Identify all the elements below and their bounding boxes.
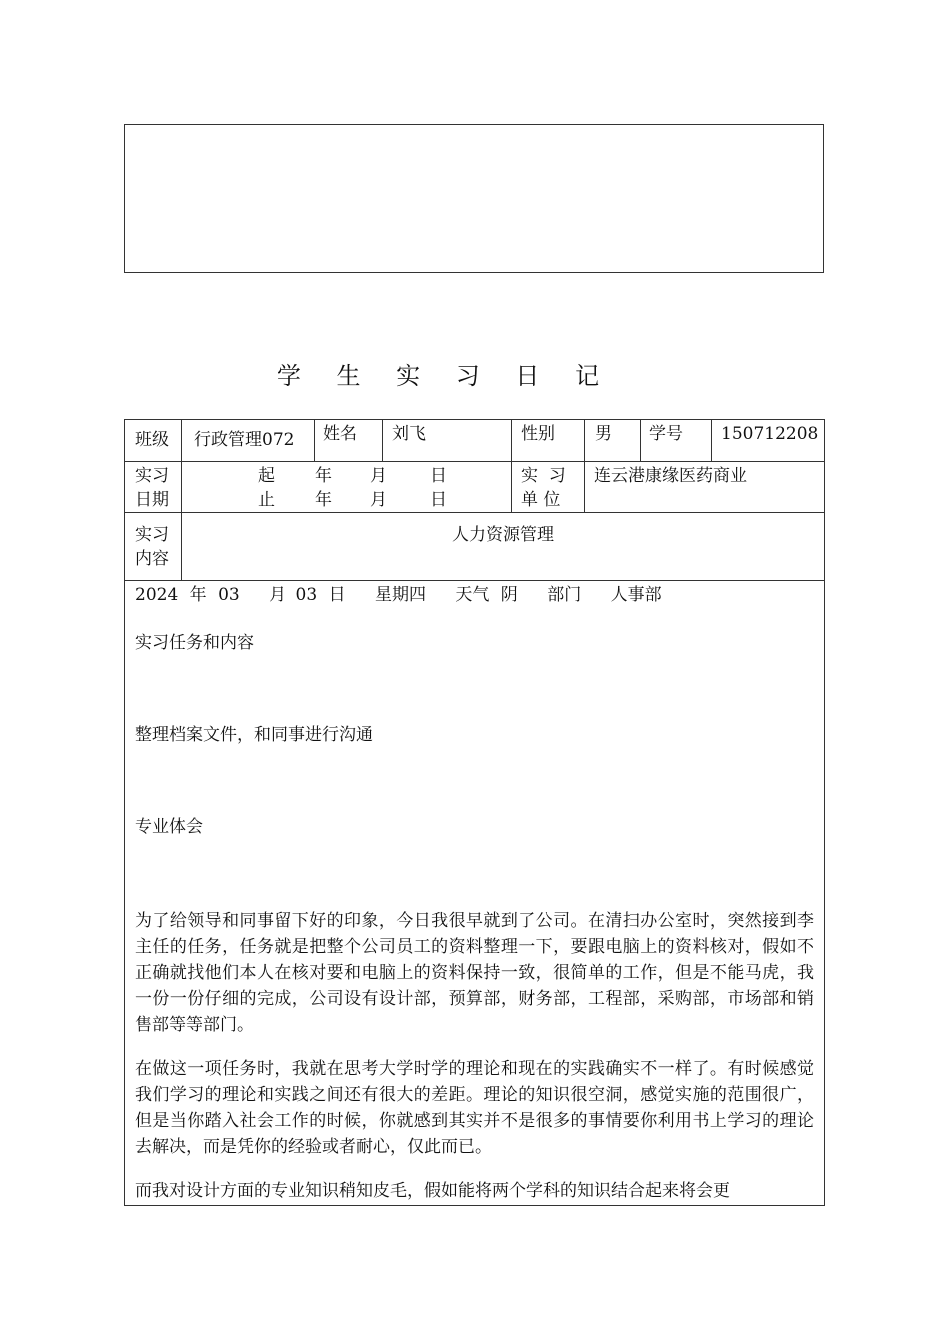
class-label: 班级 [125, 420, 182, 461]
entry-month: 03 [218, 585, 240, 605]
entry-day: 03 [295, 585, 318, 605]
unit-label-line1: 实 习 [521, 466, 566, 486]
start-text: 起 [258, 466, 275, 486]
gender-value: 男 [585, 420, 641, 461]
end-text: 止 [258, 490, 275, 510]
experience-paragraph-2: 在做这一项任务时，我就在思考大学时学的理论和现在的实践确实不一样了。有时候感觉我们学习的理论和实践之间还有很大的差距。理论的知识很空洞，感觉实施的范围很广，但是当你踏入社会工作的时候，你就感到其实并不是很多的事情要你利用书上学习的理论去解决，而是凭你的经验或者耐心，仅此而已。 [135, 1059, 814, 1157]
entry-weekday: 星期四 [374, 585, 426, 605]
dept-value: 人事部 [610, 585, 662, 605]
unit-label [512, 462, 585, 512]
start-year: 年 [315, 466, 332, 486]
content-label-line2: 内容 [135, 549, 169, 569]
start-month: 月 [370, 466, 387, 486]
date-label-line2: 日期 [135, 490, 169, 510]
dept-label: 部门 [547, 585, 582, 605]
task-text: 整理档案文件，和同事进行沟通 [135, 725, 373, 745]
end-year: 年 [315, 490, 332, 510]
internship-content-row [125, 513, 824, 581]
page-title: 学 生 实 习 日 记 [276, 362, 614, 390]
end-month: 月 [370, 490, 387, 510]
top-empty-box [124, 124, 824, 273]
experience-heading: 专业体会 [135, 817, 203, 837]
content-value: 人力资源管理 [452, 525, 554, 545]
date-range [182, 462, 512, 512]
internship-date-row [125, 462, 824, 513]
unit-value: 连云港康缘医药商业 [594, 466, 747, 486]
weather-label: 天气 [455, 585, 490, 605]
entry-year-unit: 年 [189, 585, 207, 605]
task-heading: 实习任务和内容 [135, 633, 254, 653]
entry-day-unit: 日 [328, 585, 346, 605]
class-value: 行政管理072 [182, 420, 315, 461]
diary-entry [125, 581, 824, 1205]
date-label-line1: 实习 [135, 466, 169, 486]
experience-paragraph-1: 为了给领导和同事留下好的印象，今日我很早就到了公司。在清扫办公室时，突然接到李主任的任务，任务就是把整个公司员工的资料整理一下，要跟电脑上的资料核对，假如不正确就找他们本人在核对要和电脑上的资料保持一致，很简单的工作，但是不能马虎，我一份一份仔细的完成，公司设有设计部，预算部，财务部，工程部，采购部，市场部和销售部等等部门。 [135, 911, 814, 1035]
diary-form [124, 419, 825, 1206]
unit-label-line2: 单 位 [521, 490, 561, 510]
end-day: 日 [430, 490, 447, 510]
id-value: 150712208 [721, 424, 819, 444]
gender-label: 性别 [512, 420, 585, 461]
entry-month-unit: 月 [269, 585, 287, 605]
entry-year: 2024 [135, 585, 179, 605]
start-date-line [182, 464, 511, 488]
start-day: 日 [430, 466, 447, 486]
entry-header [135, 581, 814, 608]
name-value: 刘飞 [383, 420, 512, 461]
end-date-line [182, 488, 511, 512]
name-label: 姓名 [315, 420, 383, 461]
date-label [125, 462, 182, 512]
weather-value: 阴 [500, 585, 518, 605]
id-label: 学号 [641, 420, 712, 461]
experience-paragraph-3: 而我对设计方面的专业知识稍知皮毛，假如能将两个学科的知识结合起来将会更 [135, 1181, 730, 1201]
content-label-line1: 实习 [135, 525, 169, 545]
content-label [125, 513, 182, 580]
student-info-row [125, 420, 824, 462]
